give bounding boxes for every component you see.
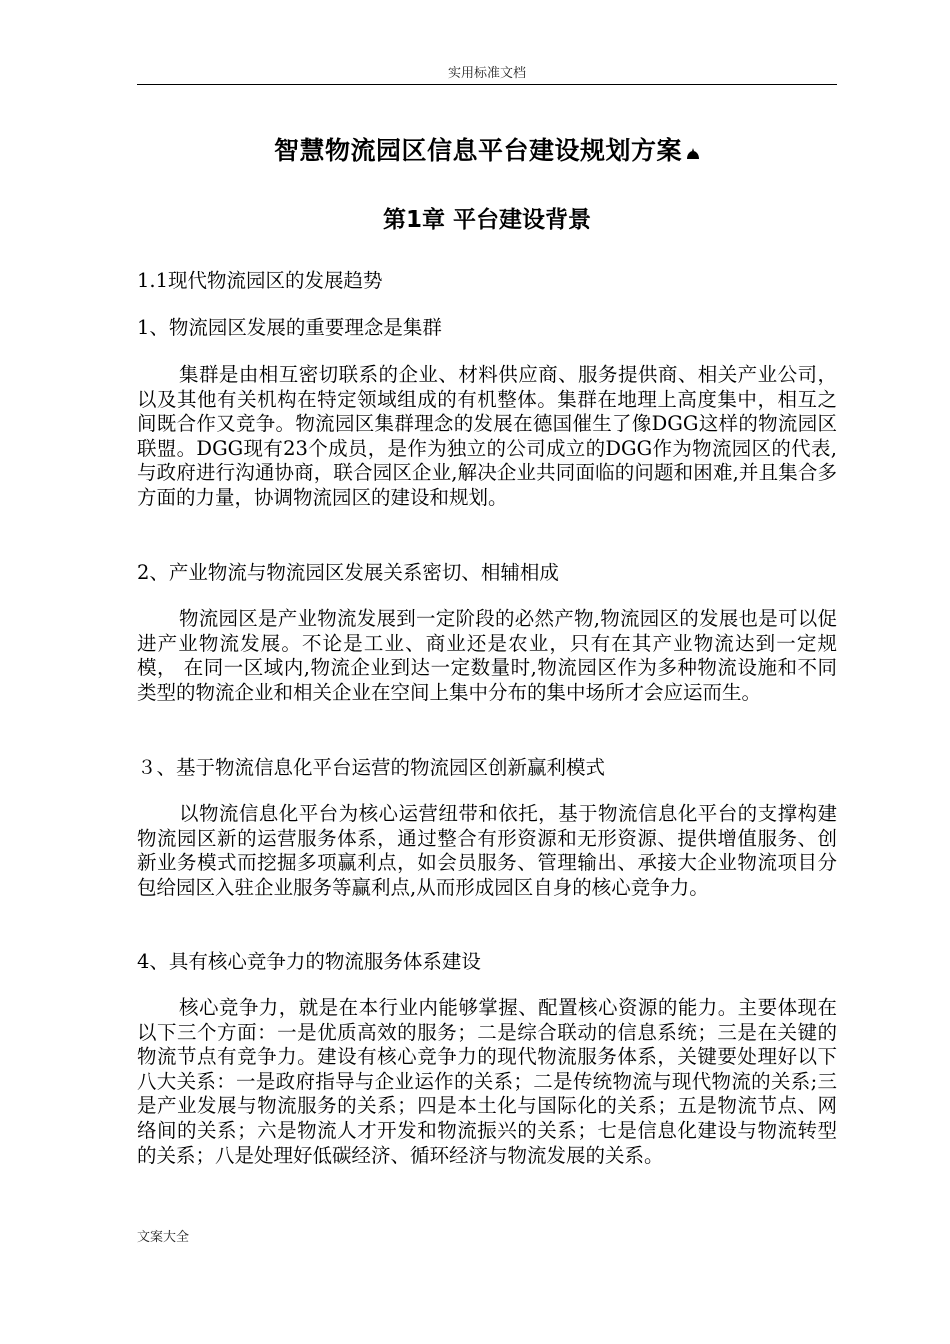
section-heading-3: ３、基于物流信息化平台运营的物流园区创新赢利模式 (137, 756, 606, 779)
section-heading-1-1: 1.1现代物流园区的发展趋势 (137, 269, 383, 292)
paragraph-profit-model: 以物流信息化平台为核心运营纽带和依托，基于物流信息化平台的支撑构建物流园区新的运营服务体系，通过整合有形资源和无形资源、提供增值服务、创新业务模式而挖掘多项赢利点，如会员服务、管理输出、承接大企业物流项目分包给园区入驻企业服务等赢利点,从而形成园区自身的核心竞争力。 (137, 802, 837, 899)
section-heading-4: 4、具有核心竞争力的物流服务体系建设 (137, 950, 481, 973)
paragraph-core-competence: 核心竞争力，就是在本行业内能够掌握、配置核心资源的能力。主要体现在以下三个方面：一是优质高效的服务；二是综合联动的信息系统；三是在关键的物流节点有竞争力。建设有核心竞争力的现代物流服务体系，关键要处理好以下八大关系：一是政府指导与企业运作的关系；二是传统物流与现代物流的关系;三是产业发展与物流服务的关系；四是本土化与国际化的关系；五是物流节点、网络间的关系；六是物流人才开发和物流振兴的关系；七是信息化建设与物流转型的关系；八是处理好低碳经济、循环经济与物流发展的关系。 (137, 996, 837, 1167)
document-title-text: 智慧物流园区信息平台建设规划方案 (273, 136, 682, 165)
document-title (137, 134, 837, 168)
page-footer: 文案大全 (137, 1230, 190, 1245)
header-divider (137, 84, 837, 85)
page-header: 实用标准文档 (447, 66, 526, 81)
title-decoration-icon (686, 148, 700, 160)
section-heading-2: 2、产业物流与物流园区发展关系密切、相辅相成 (137, 561, 559, 584)
paragraph-industry-logistics: 物流园区是产业物流发展到一定阶段的必然产物,物流园区的发展也是可以促进产业物流发展。不论是工业、商业还是农业，只有在其产业物流达到一定规模， 在同一区域内,物流企业到达一定数量时,物流园区作为多种物流设施和不同类型的物流企业和相关企业在空间上集中分布的集中场所才会应运而生。 (137, 607, 837, 704)
chapter-title: 第1章 平台建设背景 (382, 207, 591, 233)
paragraph-cluster: 集群是由相互密切联系的企业、材料供应商、服务提供商、相关产业公司，以及其他有关机构在特定领域组成的有机整体。集群在地理上高度集中，相互之间既合作又竞争。物流园区集群理念的发展在德国催生了像DGG这样的物流园区联盟。DGG现有23个成员，是作为独立的公司成立的DGG作为物流园区的代表,与政府进行沟通协商，联合园区企业,解决企业共同面临的问题和困难,并且集合多方面的力量，协调物流园区的建设和规划。 (137, 363, 837, 509)
section-heading-1: 1、物流园区发展的重要理念是集群 (137, 316, 442, 339)
